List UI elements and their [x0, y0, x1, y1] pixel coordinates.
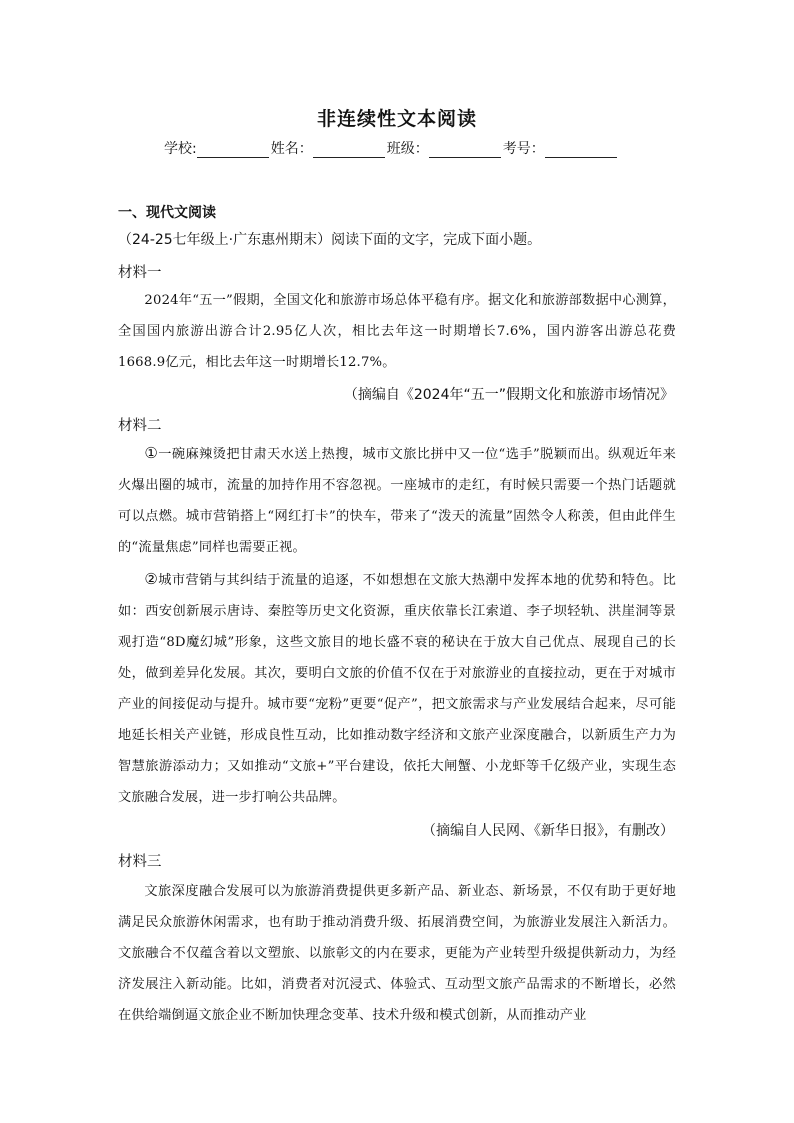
- paragraph-marker-1: ①: [144, 444, 159, 462]
- material-2-label: 材料二: [118, 418, 162, 434]
- material-2-paragraph-2-text: 城市营销与其纠结于流量的追逐，不如想想在文旅大热潮中发挥本地的优势和特色。比如：西安创新展示唐诗、秦腔等历史文化资源，重庆依靠长江索道、李子坝轻轨、洪崖洞等景观打造“8D魔幻城”形象，这些文旅目的地长盛不衰的秘诀在于放大自己优点、展现自己的长处，做到差异化发展。其次，要明白文旅的价值不仅在于对旅游业的直接拉动，更在于对城市产业的间接促动与提升。城市要“宠粉”更要“促产”，把文旅需求与产业发展结合起来，尽可能地延长相关产业链，形成良性互动，比如推动数字经济和文旅产业深度融合，以新质生产力为智慧旅游添动力；又如推动“文旅+”平台建设，依托大闸蟹、小龙虾等千亿级产业，实现生态文旅融合发展，进一步打响公共品牌。: [118, 573, 676, 805]
- page-title: 非连续性文本阅读: [316, 108, 477, 130]
- class-label: 班级：: [386, 141, 429, 157]
- material-2-paragraph-2: [118, 564, 676, 813]
- material-1-citation: （摘编自《2024年“五一”假期文化和旅游市场情况》: [343, 387, 674, 403]
- exam-number-blank: [545, 143, 617, 158]
- school-blank: [197, 143, 269, 158]
- material-2-citation: （摘编自人民网、《新华日报》，有删改）: [422, 823, 674, 839]
- school-label: 学校:: [164, 141, 197, 157]
- material-2-paragraph-1-text: 一碗麻辣烫把甘肃天水送上热搜，城市文旅比拼中又一位“选手”脱颖而出。纵观近年来火爆出圈的城市，流量的加持作用不容忽视。一座城市的走红，有时候只需要一个热门话题就可以点燃。城市营销搭上“网红打卡”的快车，带来了“泼天的流量”固然令人称羡，但由此伴生的“流量焦虑”同样也需要正视。: [118, 447, 676, 555]
- student-info-line: [164, 138, 619, 158]
- name-blank: [313, 143, 385, 158]
- material-3-label: 材料三: [118, 854, 162, 870]
- material-1-label: 材料一: [118, 265, 162, 281]
- question-source: （24-25七年级上·广东惠州期末）阅读下面的文字，完成下面小题。: [118, 232, 542, 248]
- class-blank: [429, 143, 501, 158]
- name-label: 姓名：: [270, 141, 313, 157]
- material-3-text: 文旅深度融合发展可以为旅游消费提供更多新产品、新业态、新场景，不仅有助于更好地满足民众旅游休闲需求，也有助于推动消费升级、拓展消费空间，为旅游业发展注入新活力。文旅融合不仅蕴含着以文塑旅、以旅彰文的内在要求，更能为产业转型升级提供新动力，为经济发展注入新动能。比如，消费者对沉浸式、体验式、互动型文旅产品需求的不断增长，必然在供给端倒逼文旅企业不断加快理念变革、技术升级和模式创新，从而推动产业: [118, 884, 676, 1023]
- section-heading: 一、现代文阅读: [118, 205, 216, 221]
- paragraph-marker-2: ②: [144, 570, 159, 588]
- material-1-text: 2024年“五一”假期，全国文化和旅游市场总体平稳有序。据文化和旅游部数据中心测算，全国国内旅游出游合计2.95亿人次，相比去年这一时期增长7.6%，国内游客出游总花费1668.9亿元，相比去年这一时期增长12.7%。: [118, 293, 676, 370]
- exam-number-label: 考号：: [502, 141, 545, 157]
- material-2-paragraph-1: [118, 438, 676, 563]
